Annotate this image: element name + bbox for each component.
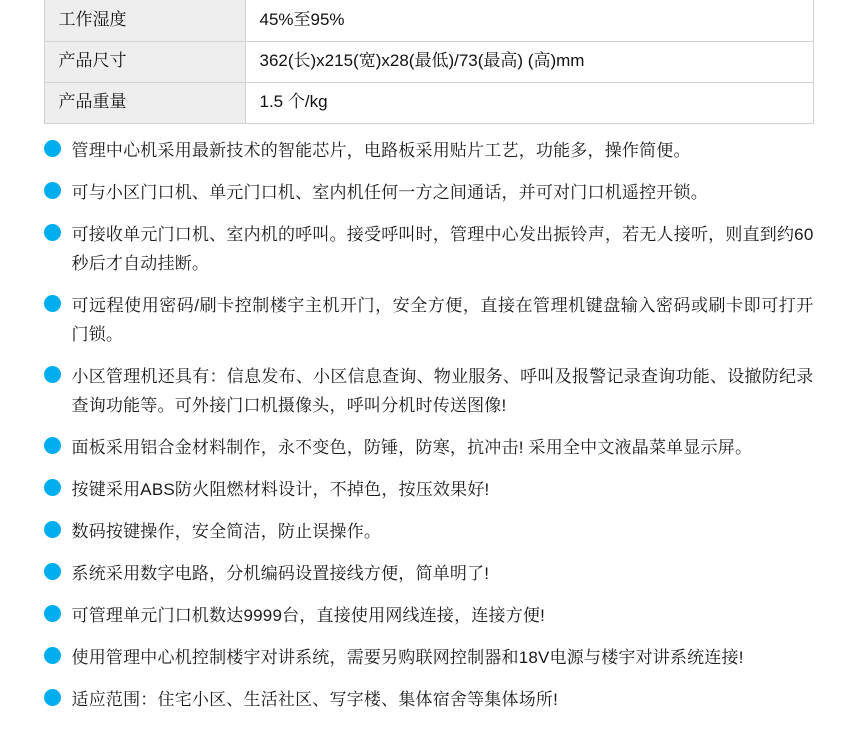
bullet-icon bbox=[44, 437, 61, 454]
list-item bbox=[44, 362, 814, 420]
feature-text: 可接收单元门口机、室内机的呼叫。接受呼叫时，管理中心发出振铃声，若无人接听，则直到约60秒后才自动挂断。 bbox=[71, 224, 814, 273]
bullet-icon bbox=[44, 563, 61, 580]
feature-list bbox=[44, 124, 814, 714]
list-item bbox=[44, 601, 814, 630]
list-item bbox=[44, 475, 814, 504]
feature-text: 面板采用铝合金材料制作，永不变色，防锤，防寒，抗冲击! 采用全中文液晶菜单显示屏。 bbox=[71, 437, 753, 457]
list-item bbox=[44, 559, 814, 588]
feature-text: 管理中心机采用最新技术的智能芯片，电路板采用贴片工艺，功能多，操作简便。 bbox=[71, 140, 691, 160]
table-row bbox=[44, 0, 813, 41]
list-item bbox=[44, 517, 814, 546]
spec-value: 362(长)x215(宽)x28(最低)/73(最高) (高)mm bbox=[245, 41, 813, 82]
bullet-icon bbox=[44, 647, 61, 664]
bullet-icon bbox=[44, 182, 61, 199]
list-item bbox=[44, 433, 814, 462]
feature-text: 数码按键操作，安全简洁，防止误操作。 bbox=[71, 521, 382, 541]
bullet-icon bbox=[44, 140, 61, 157]
feature-text: 适应范围：住宅小区、生活社区、写字楼、集体宿舍等集体场所! bbox=[71, 689, 559, 709]
feature-text: 可管理单元门口机数达9999台，直接使用网线连接，连接方便! bbox=[71, 605, 546, 625]
specification-table bbox=[44, 0, 814, 124]
feature-text: 可远程使用密码/刷卡控制楼宇主机开门，安全方便，直接在管理机键盘输入密码或刷卡即可打开门锁。 bbox=[71, 295, 814, 344]
spec-label: 产品重量 bbox=[44, 82, 245, 123]
spec-value: 1.5 个/kg bbox=[245, 82, 813, 123]
spec-value: 45%至95% bbox=[245, 0, 813, 41]
bullet-icon bbox=[44, 521, 61, 538]
table-row bbox=[44, 41, 813, 82]
spec-label: 工作湿度 bbox=[44, 0, 245, 41]
bullet-icon bbox=[44, 366, 61, 383]
list-item bbox=[44, 685, 814, 714]
list-item bbox=[44, 136, 814, 165]
feature-text: 按键采用ABS防火阻燃材料设计，不掉色，按压效果好! bbox=[71, 479, 490, 499]
feature-text: 可与小区门口机、单元门口机、室内机任何一方之间通话，并可对门口机遥控开锁。 bbox=[71, 182, 708, 202]
list-item bbox=[44, 291, 814, 349]
bullet-icon bbox=[44, 224, 61, 241]
table-row bbox=[44, 82, 813, 123]
bullet-icon bbox=[44, 295, 61, 312]
list-item bbox=[44, 643, 814, 672]
bullet-icon bbox=[44, 479, 61, 496]
list-item bbox=[44, 220, 814, 278]
feature-text: 使用管理中心机控制楼宇对讲系统，需要另购联网控制器和18V电源与楼宇对讲系统连接! bbox=[71, 647, 744, 667]
bullet-icon bbox=[44, 605, 61, 622]
list-item bbox=[44, 178, 814, 207]
specification-table-body bbox=[44, 0, 813, 123]
spec-label: 产品尺寸 bbox=[44, 41, 245, 82]
feature-text: 小区管理机还具有：信息发布、小区信息查询、物业服务、呼叫及报警记录查询功能、设撤防纪录查询功能等。可外接门口机摄像头，呼叫分机时传送图像! bbox=[71, 366, 814, 415]
bullet-icon bbox=[44, 689, 61, 706]
feature-text: 系统采用数字电路，分机编码设置接线方便，简单明了! bbox=[71, 563, 490, 583]
